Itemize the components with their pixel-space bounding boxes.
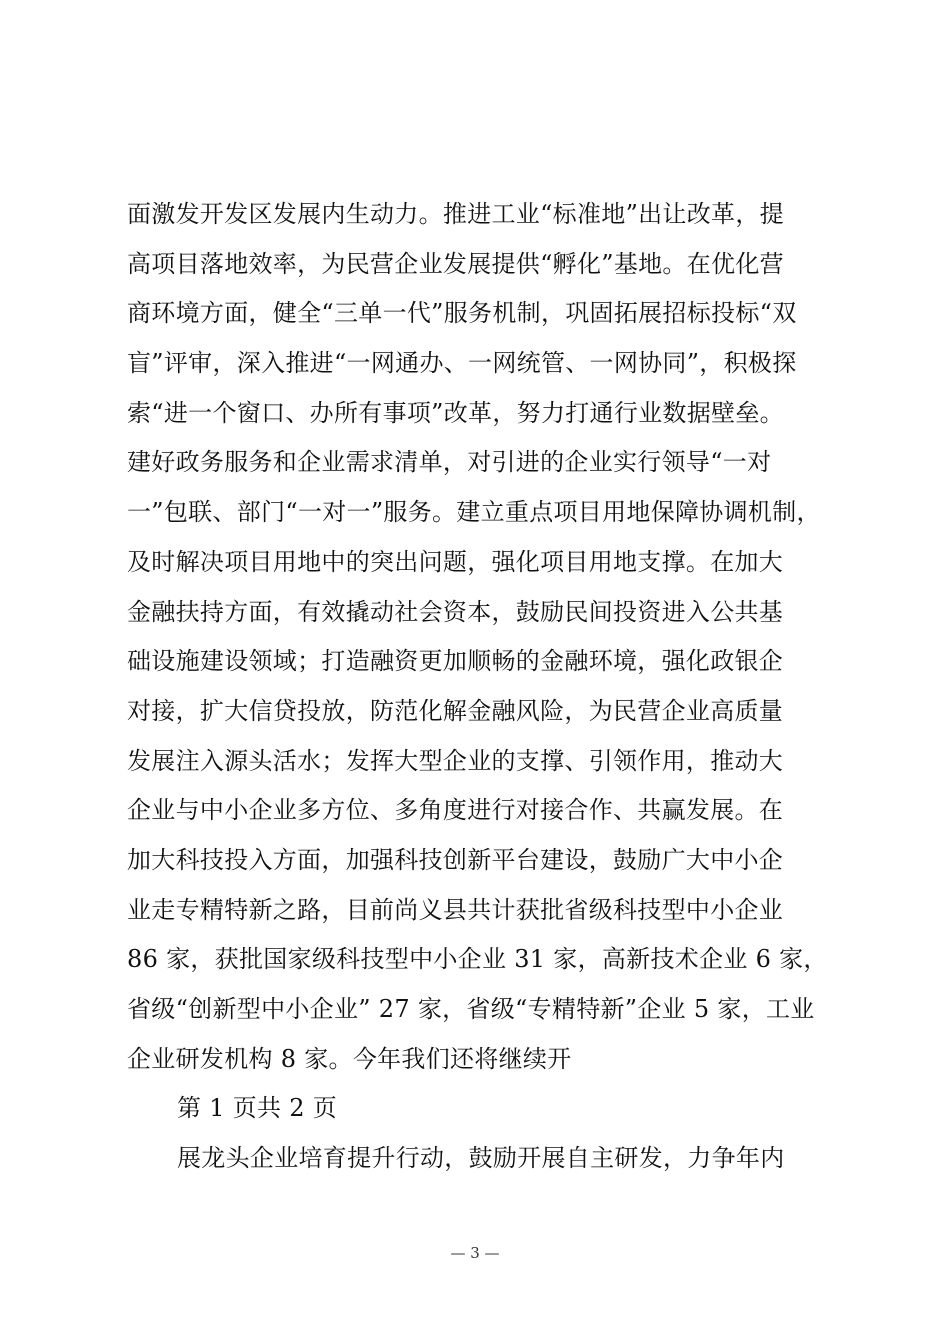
body-text bbox=[127, 190, 827, 1184]
text-line-8: 及时解决项目用地中的突出问题，强化项目用地支撑。在加大 bbox=[127, 547, 784, 576]
text-line-18: 企业研发机构 8 家。今年我们还将继续开 bbox=[127, 1044, 572, 1073]
text-line-17: 省级“创新型中小企业” 27 家，省级“专精特新”企业 5 家，工业 bbox=[127, 995, 815, 1023]
text-line-15: 业走专精特新之路，目前尚义县共计获批省级科技型中小企业 bbox=[127, 895, 784, 924]
continuation-line: 展龙头企业培育提升行动，鼓励开展自主研发，力争年内 bbox=[177, 1144, 785, 1173]
text-line-16: 86 家，获批国家级科技型中小企业 31 家，高新技术企业 6 家， bbox=[127, 945, 828, 974]
text-line-11: 对接，扩大信贷投放，防范化解金融风险，为民营企业高质量 bbox=[127, 696, 784, 725]
text-line-10: 础设施建设领域；打造融资更加顺畅的金融环境，强化政银企 bbox=[127, 647, 784, 676]
text-line-14: 加大科技投入方面，加强科技创新平台建设，鼓励广大中小企 bbox=[127, 845, 784, 874]
page-number: — 3 — bbox=[450, 1244, 500, 1262]
text-line-7: 一”包联、部门“一对一”服务。建立重点项目用地保障协调机制， bbox=[127, 498, 821, 527]
text-line-3: 商环境方面，健全“三单一代”服务机制，巩固拓展招标投标“双 bbox=[127, 299, 797, 328]
text-line-2: 高项目落地效率，为民营企业发展提供“孵化”基地。在优化营 bbox=[127, 249, 784, 278]
text-line-13: 企业与中小企业多方位、多角度进行对接合作、共赢发展。在 bbox=[127, 796, 784, 825]
text-line-12: 发展注入源头活水；发挥大型企业的支撑、引领作用，推动大 bbox=[127, 746, 784, 775]
text-line-1: 面激发开发区发展内生动力。推进工业“标准地”出让改革，提 bbox=[127, 200, 784, 228]
text-line-4: 盲”评审，深入推进“一网通办、一网统管、一网协同”，积极探 bbox=[127, 349, 797, 378]
text-line-9: 金融扶持方面，有效撬动社会资本，鼓励民间投资进入公共基 bbox=[127, 597, 784, 626]
text-line-6: 建好政务服务和企业需求清单，对引进的企业实行领导“一对 bbox=[127, 448, 772, 477]
page-marker: 第 1 页共 2 页 bbox=[177, 1094, 338, 1123]
text-line-5: 索“进一个窗口、办所有事项”改革，努力打通行业数据壁垒。 bbox=[127, 398, 784, 427]
